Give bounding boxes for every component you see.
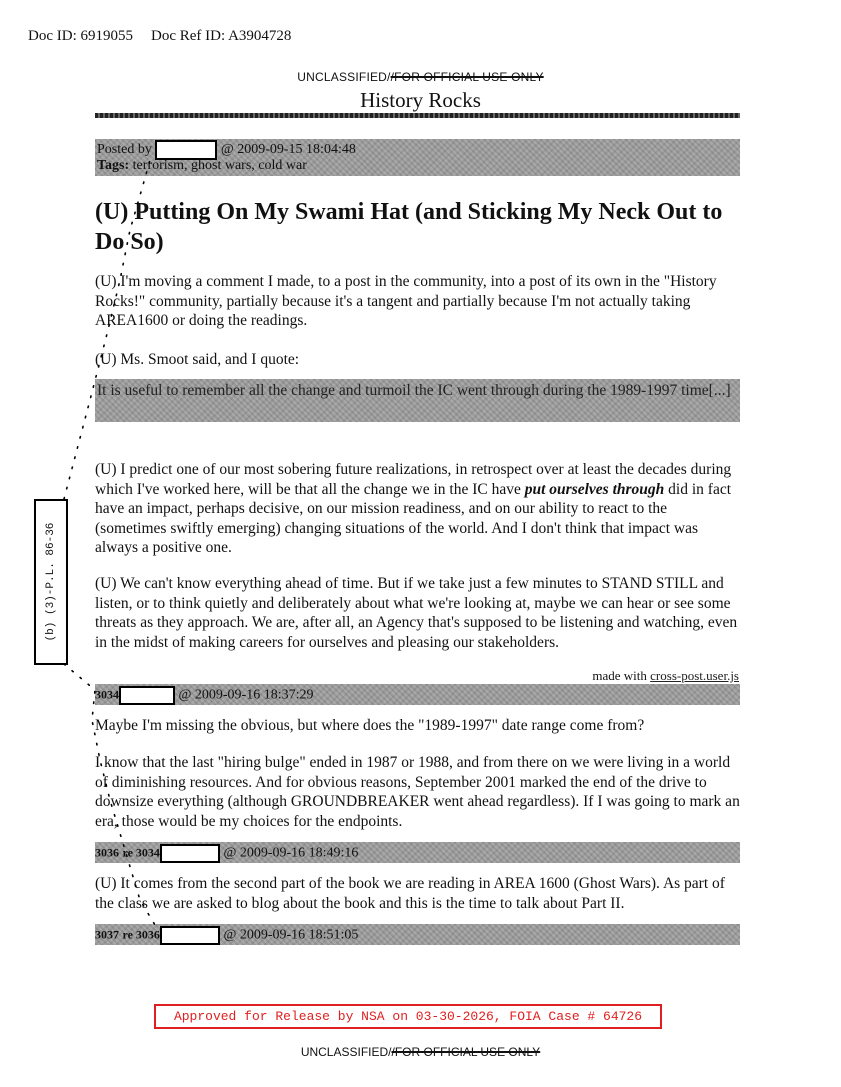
posted-by-label: Posted by — [97, 142, 152, 158]
post-timestamp: @ 2009-09-15 18:04:48 — [220, 142, 356, 158]
site-title: History Rocks — [360, 88, 481, 112]
exemption-text: (b) (3)-P.L. 86-36 — [45, 522, 57, 642]
release-stamp: Approved for Release by NSA on 03-30-2026, FOIA Case # 64726 — [154, 1004, 662, 1029]
post-title: (U) Putting On My Swami Hat (and Sticking My Neck Out to Do So) — [95, 199, 723, 255]
tags-label: Tags: — [97, 158, 130, 173]
doc-id: Doc ID: 6919055 — [28, 28, 133, 44]
comment-number: 3036 — [95, 845, 119, 860]
tags-list[interactable]: terrorism, ghost wars, cold war — [132, 158, 307, 173]
paragraph-text: did in fact have an impact, perhaps decisive, on our mission readiness, and on our ability to react to the (sometimes swiftly emerging) changing situations of the world. And I don't think that impact was always a positive one. — [95, 480, 732, 556]
classification-label: UNCLASSIFIED/ — [300, 1045, 392, 1059]
doc-ref-id: Doc Ref ID: A3904728 — [151, 28, 292, 44]
classification-banner-bottom — [0, 1045, 841, 1059]
comment-timestamp: @ 2009-09-16 18:51:05 — [223, 927, 359, 943]
comment-reply-to: re 3034 — [122, 845, 160, 860]
comment-number: 3037 — [95, 927, 119, 942]
comment-timestamp: @ 2009-09-16 18:49:16 — [223, 845, 359, 861]
post-paragraph: (U) I'm moving a comment I made, to a post in the community, into a post of its own in the "History Rocks!" community, partially because it's a tangent and partially because I'm not actually taking AREA1600 or doing the readings. — [95, 273, 717, 329]
made-with-label: made with — [592, 668, 647, 683]
classification-struck-caveat: /FOR OFFICIAL USE ONLY — [391, 1045, 541, 1059]
emphasis-text: put ourselves through — [524, 480, 665, 498]
post-paragraph: (U) Ms. Smoot said, and I quote: — [95, 351, 300, 368]
paragraph-text: (U) I predict one of our most sobering future realizations, in retrospect over at least the decades during which I've worked here, will be that all the change we in the IC have — [95, 461, 732, 498]
made-with-link[interactable]: cross-post.user.js — [650, 668, 739, 683]
post-paragraph: (U) We can't know everything ahead of time. But if we take just a few minutes to STAND STILL and listen, or to think quietly and deliberately about what we're looking at, maybe we can hear or see some threats as they approach. We are, after all, an Agency that's supposed to be listening and watching, even in the midst of making careers for ourselves and pleasing our stakeholders. — [95, 575, 738, 651]
comment-paragraph: I know that the last "hiring bulge" ended in 1987 or 1988, and from there on we were living in a world of diminishing resources. And for obvious reasons, September 2001 marked the end of the drive to downsize everything (although GROUNDBREAKER went ahead regardless). If I was going to mark an era, those would be my choices for the endpoints. — [95, 754, 740, 830]
comment-timestamp: @ 2009-09-16 18:37:29 — [178, 687, 314, 703]
comment-paragraph: (U) It comes from the second part of the book we are reading in AREA 1600 (Ghost Wars). As part of the class we are asked to blog about the book and this is the time to talk about Part II. — [95, 875, 725, 912]
classification-struck-caveat: /FOR OFFICIAL USE ONLY — [390, 70, 544, 84]
comment-reply-to: re 3036 — [122, 927, 160, 942]
classification-label: UNCLASSIFIED/ — [297, 70, 391, 84]
quote-text: It is useful to remember all the change and turmoil the IC went through during the 1989-1997 time[...] — [97, 382, 731, 399]
comment-paragraph: Maybe I'm missing the obvious, but where does the "1989-1997" date range come from? — [95, 717, 645, 734]
comment-number: 3034 — [95, 687, 119, 702]
